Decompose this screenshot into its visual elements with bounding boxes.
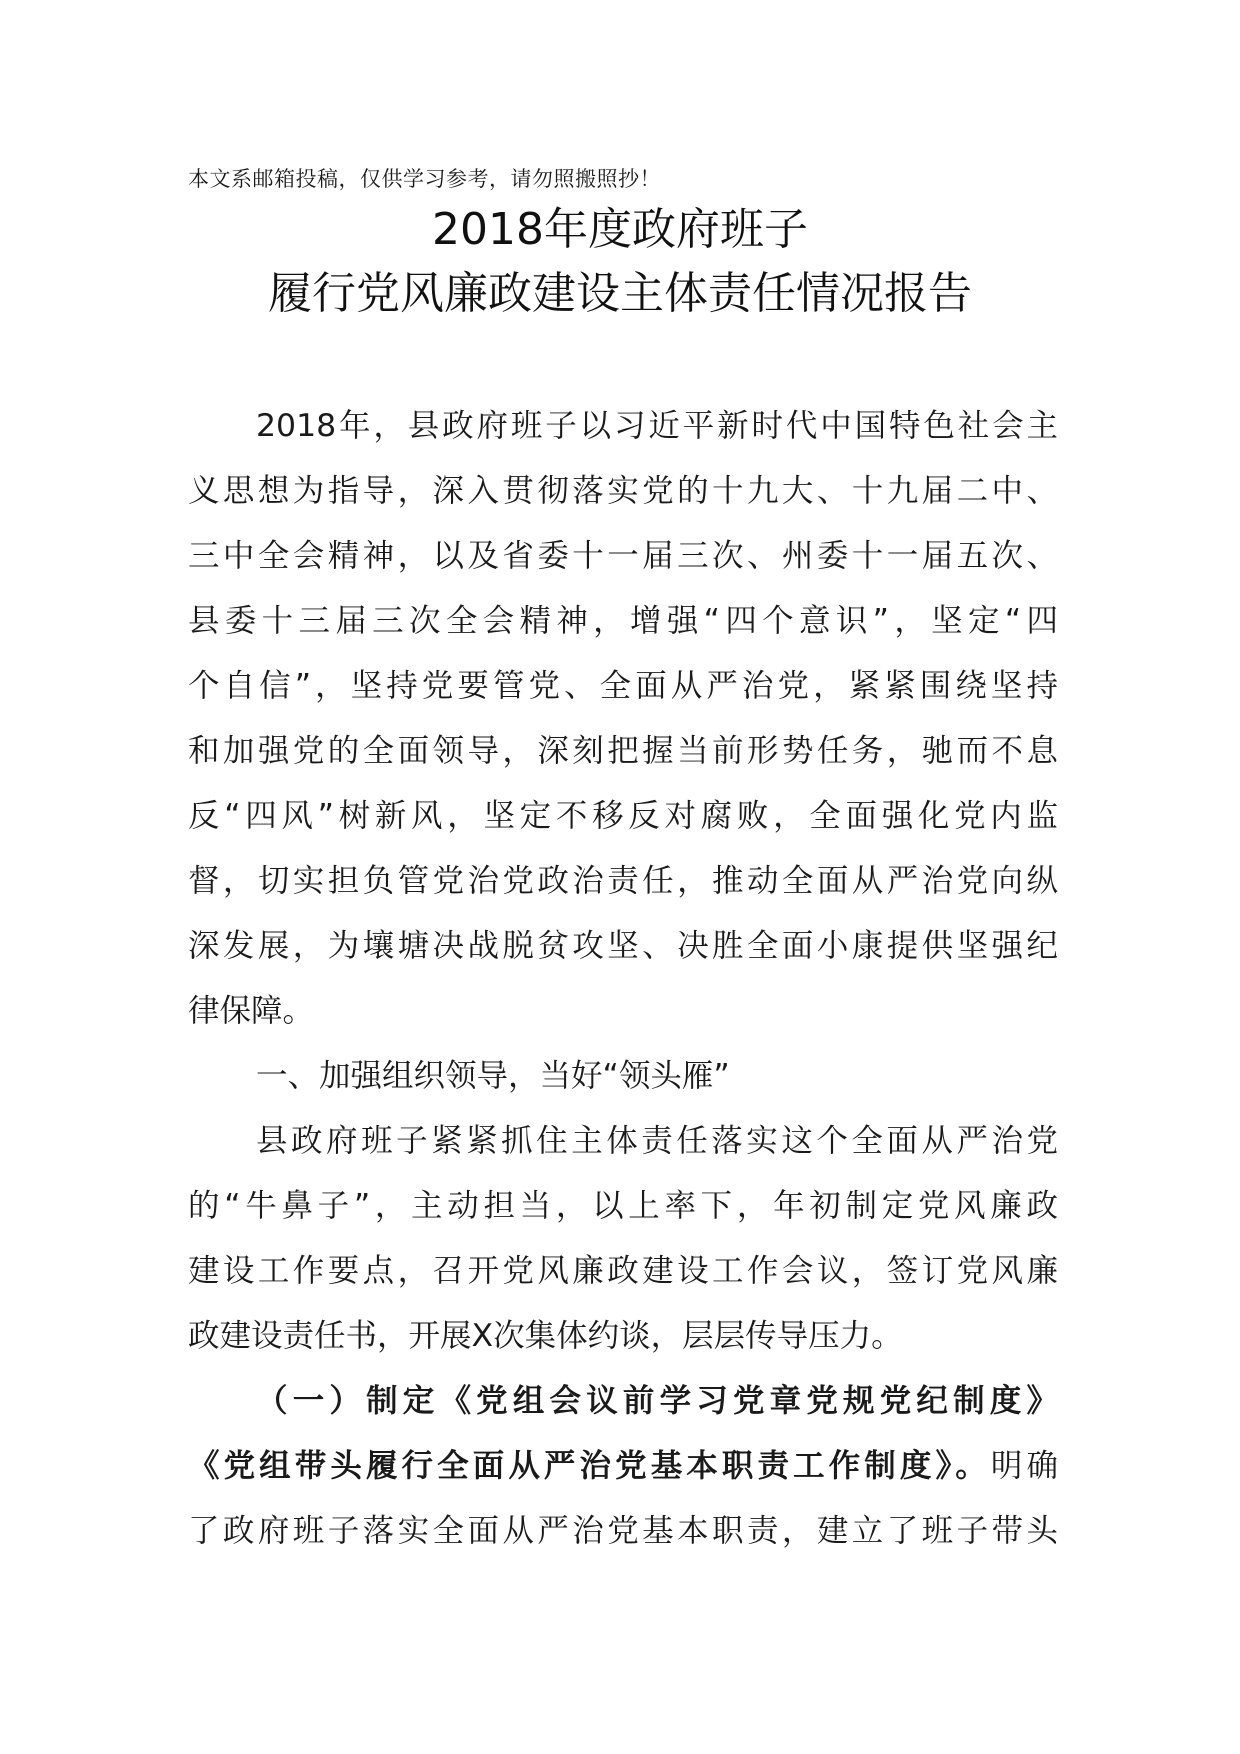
paragraph-line: 个自信”，坚持党要管党、全面从严治党，紧紧围绕坚持 xyxy=(188,668,1058,704)
paragraph-line: 律保障。 xyxy=(188,993,315,1029)
paragraph-line: 义思想为指导，深入贯彻落实党的十九大、十九届二中、 xyxy=(188,473,1058,509)
paragraph-line: 的“牛鼻子”，主动担当，以上率下，年初制定党风廉政 xyxy=(188,1188,1058,1224)
document-title-line-1: 2018年度政府班子 xyxy=(432,204,808,255)
intro-paragraph xyxy=(188,394,1058,1044)
paragraph-line: 督，切实担负管党治党政治责任，推动全面从严治党向纵 xyxy=(188,863,1058,899)
paragraph-line: 2018年，县政府班子以习近平新时代中国特色社会主 xyxy=(256,408,1058,444)
paragraph-line: 三中全会精神，以及省委十一届三次、州委十一届五次、 xyxy=(188,538,1058,574)
paragraph-line: 县委十三届三次全会精神，增强“四个意识”，坚定“四 xyxy=(188,603,1058,639)
paragraph-line: 县政府班子紧紧抓住主体责任落实这个全面从严治党 xyxy=(256,1123,1058,1159)
paragraph-line: 和加强党的全面领导，深刻把握当前形势任务，驰而不息 xyxy=(188,733,1058,769)
subsection-heading-line: （一）制定《党组会议前学习党章党规党纪制度》 xyxy=(256,1383,1058,1419)
submission-notice: 本文系邮箱投稿，仅供学习参考，请勿照搬照抄！ xyxy=(188,167,661,191)
paragraph-text: 明确 xyxy=(990,1448,1058,1484)
paragraph-line xyxy=(188,1434,1058,1499)
document-title-line-2: 履行党风廉政建设主体责任情况报告 xyxy=(268,268,972,319)
section-heading xyxy=(188,1044,1058,1109)
subsection-paragraph xyxy=(188,1369,1058,1564)
subsection-heading-tail: 《党组带头履行全面从严治党基本职责工作制度》。 xyxy=(188,1448,991,1484)
paragraph-line: 反“四风”树新风，坚定不移反对腐败，全面强化党内监 xyxy=(188,798,1058,834)
paragraph-line: 政建设责任书，开展X次集体约谈，层层传导压力。 xyxy=(188,1318,903,1354)
paragraph-line: 建设工作要点，召开党风廉政建设工作会议，签订党风廉 xyxy=(188,1253,1058,1289)
section-heading-text: 一、加强组织领导，当好“领头雁” xyxy=(256,1058,730,1094)
paragraph-line: 深发展，为壤塘决战脱贫攻坚、决胜全面小康提供坚强纪 xyxy=(188,928,1058,964)
section-paragraph xyxy=(188,1109,1058,1369)
paragraph-line: 了政府班子落实全面从严治党基本职责，建立了班子带头 xyxy=(188,1513,1058,1549)
